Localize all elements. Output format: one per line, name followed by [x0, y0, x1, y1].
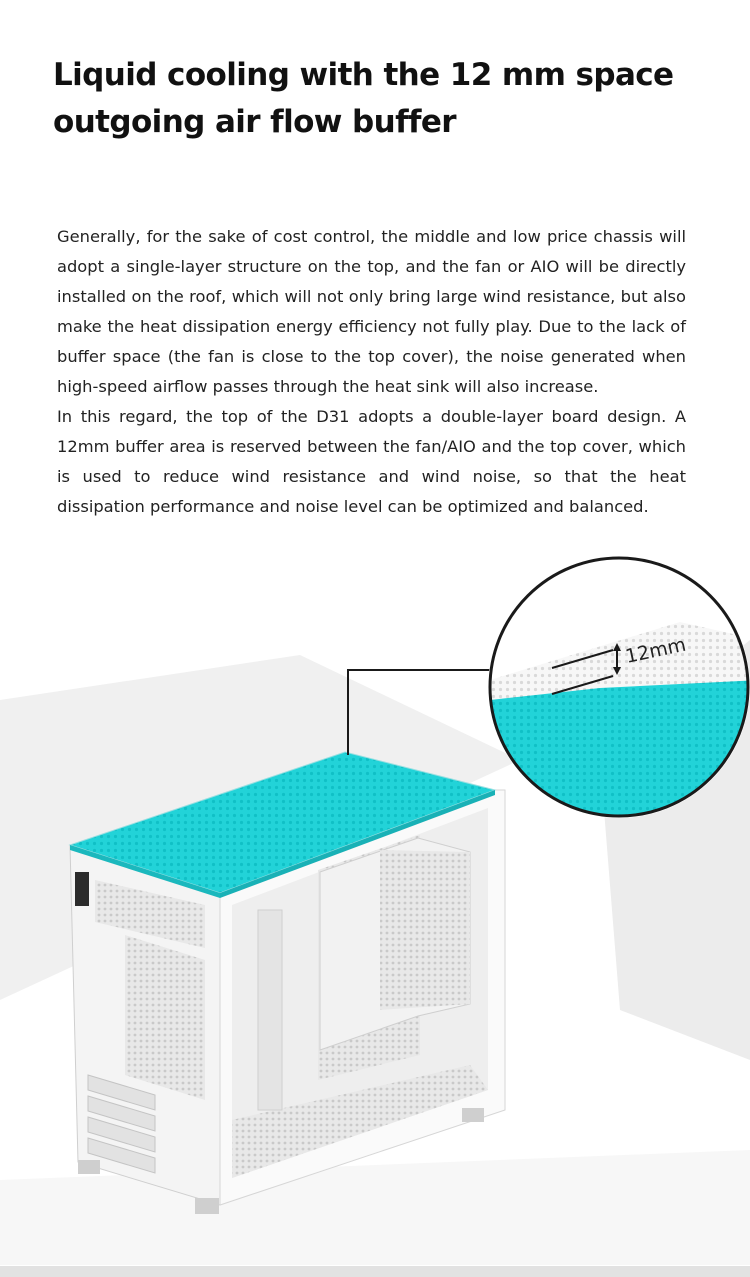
description-paragraph-1: Generally, for the sake of cost control, the middle and low price chassis will adopt a single-layer structure on the top, and the fan or AIO will be directly installed on the roof, which will not only bring large wind resistance, but also make the heat dissipation energy efficiency not fully play. Due to the lack of buffer space (the fan is close to the top cover), the noise generated when high-speed airflow passes through the heat sink will also increase. [57, 227, 686, 396]
description-paragraph-2: In this regard, the top of the D31 adopts a double-layer board design. A 12mm buffer area is reserved between the fan/AIO and the top cover, which is used to reduce wind resistance and wind noise, so that the heat dissipation performance and noise level can be optimized and balanced. [57, 407, 686, 516]
page-title [53, 52, 713, 146]
page-title-line-2: outgoing air flow buffer [53, 104, 456, 140]
description [57, 222, 686, 522]
page-title-line-1: Liquid cooling with the 12 mm space [53, 57, 674, 93]
dimension-label: 12mm [623, 633, 688, 668]
chassis-illustration [0, 545, 750, 1277]
